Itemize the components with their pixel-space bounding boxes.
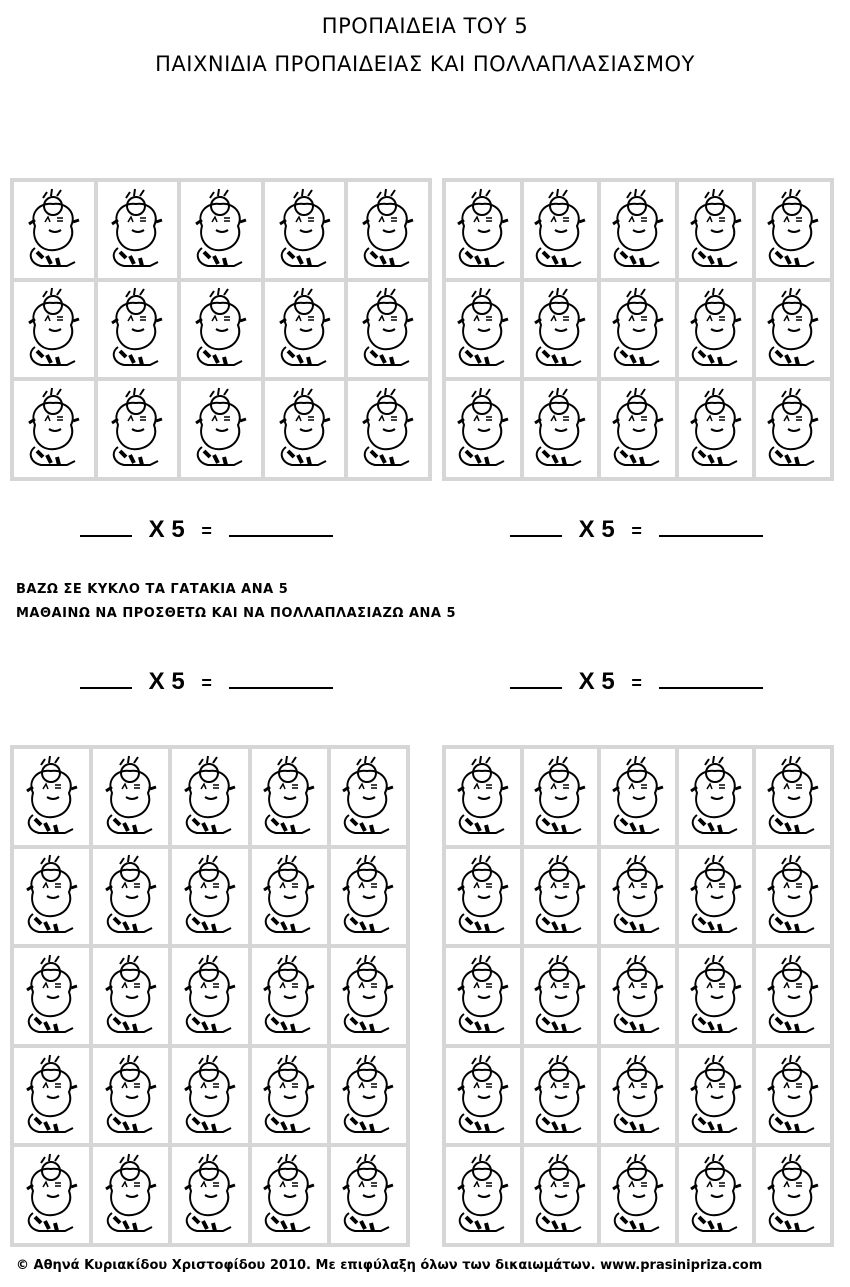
- cat-icon: [104, 186, 170, 274]
- cat-icon: [527, 1151, 593, 1239]
- cat-icon: [335, 753, 401, 841]
- cat-icon: [683, 186, 749, 274]
- cat-icon: [19, 1052, 85, 1140]
- cat-icon: [256, 952, 322, 1040]
- cat-icon: [760, 186, 826, 274]
- cat-icon: [450, 186, 516, 274]
- grid-cell[interactable]: [93, 1147, 168, 1243]
- instruction-line-1: ΒΑΖΩ ΣΕ ΚΥΚΛΟ ΤΑ ΓΑΤΑΚΙΑ ΑΝΑ 5: [16, 582, 289, 597]
- grid-cell[interactable]: [348, 282, 428, 378]
- cat-icon: [683, 1052, 749, 1140]
- equation-1: [80, 516, 333, 544]
- cat-icon: [760, 1052, 826, 1140]
- times-five: X 5: [148, 516, 185, 543]
- cat-icon: [256, 1052, 322, 1140]
- cat-icon: [760, 285, 826, 373]
- cat-icon: [683, 1151, 749, 1239]
- cat-icon: [98, 1052, 164, 1140]
- cat-icon: [21, 186, 87, 274]
- cat-icon: [177, 1052, 243, 1140]
- cat-icon: [19, 852, 85, 940]
- result-blank[interactable]: [229, 686, 333, 689]
- equation-3: [80, 668, 333, 696]
- cat-grid-3: [10, 745, 410, 1247]
- cat-icon: [335, 952, 401, 1040]
- grid-cell[interactable]: [524, 749, 598, 845]
- equation-4: [510, 668, 763, 696]
- title-line-1: ΠΡΟΠΑΙΔΕΙΑ ΤΟΥ 5: [321, 14, 529, 38]
- grid-cell[interactable]: [756, 749, 830, 845]
- grid-cell[interactable]: [331, 749, 406, 845]
- cat-icon: [527, 952, 593, 1040]
- grid-cell[interactable]: [331, 1048, 406, 1144]
- cat-icon: [760, 385, 826, 473]
- cat-icon: [605, 285, 671, 373]
- cat-icon: [605, 852, 671, 940]
- grid-cell[interactable]: [679, 282, 753, 378]
- cat-icon: [98, 952, 164, 1040]
- grid-cell[interactable]: [14, 1048, 89, 1144]
- grid-cell[interactable]: [446, 749, 520, 845]
- cat-icon: [19, 753, 85, 841]
- grid-cell[interactable]: [98, 282, 178, 378]
- grid-cell[interactable]: [265, 282, 345, 378]
- grid-cell[interactable]: [98, 381, 178, 477]
- grid-cell[interactable]: [679, 749, 753, 845]
- equation-2: [510, 516, 763, 544]
- grid-cell[interactable]: [446, 849, 520, 945]
- cat-icon: [527, 852, 593, 940]
- cat-icon: [19, 952, 85, 1040]
- cat-icon: [335, 1052, 401, 1140]
- cat-icon: [450, 753, 516, 841]
- cat-icon: [605, 186, 671, 274]
- grid-cell[interactable]: [14, 1147, 89, 1243]
- cat-icon: [98, 1151, 164, 1239]
- cat-grid-2: [442, 178, 834, 481]
- grid-cell[interactable]: [14, 282, 94, 378]
- cat-icon: [450, 952, 516, 1040]
- cat-icon: [450, 385, 516, 473]
- cat-icon: [21, 285, 87, 373]
- grid-cell[interactable]: [446, 948, 520, 1044]
- equals-sign: =: [631, 521, 642, 541]
- grid-cell[interactable]: [14, 182, 94, 278]
- times-five: X 5: [578, 516, 615, 543]
- grid-cell[interactable]: [756, 282, 830, 378]
- grid-cell[interactable]: [756, 948, 830, 1044]
- cat-icon: [355, 385, 421, 473]
- grid-cell[interactable]: [601, 381, 675, 477]
- cat-icon: [760, 1151, 826, 1239]
- cat-grid-1: [10, 178, 432, 481]
- cat-icon: [21, 385, 87, 473]
- cat-icon: [683, 952, 749, 1040]
- cat-icon: [177, 753, 243, 841]
- cat-icon: [527, 1052, 593, 1140]
- cat-icon: [188, 385, 254, 473]
- result-blank[interactable]: [229, 534, 333, 537]
- grid-cell[interactable]: [14, 948, 89, 1044]
- cat-icon: [256, 852, 322, 940]
- equals-sign: =: [201, 521, 212, 541]
- answer-blank[interactable]: [510, 534, 562, 537]
- cat-icon: [177, 952, 243, 1040]
- grid-cell[interactable]: [524, 1147, 598, 1243]
- result-blank[interactable]: [659, 534, 763, 537]
- grid-cell[interactable]: [252, 749, 327, 845]
- cat-icon: [683, 285, 749, 373]
- cat-icon: [177, 852, 243, 940]
- cat-icon: [527, 186, 593, 274]
- grid-cell[interactable]: [679, 381, 753, 477]
- cat-icon: [527, 285, 593, 373]
- grid-cell[interactable]: [756, 182, 830, 278]
- grid-cell[interactable]: [524, 381, 598, 477]
- cat-icon: [335, 852, 401, 940]
- cat-icon: [760, 753, 826, 841]
- cat-icon: [760, 952, 826, 1040]
- grid-cell[interactable]: [601, 182, 675, 278]
- cat-icon: [450, 1052, 516, 1140]
- cat-icon: [188, 186, 254, 274]
- instruction-line-2: ΜΑΘΑΙΝΩ ΝΑ ΠΡΟΣΘΕΤΩ ΚΑΙ ΝΑ ΠΟΛΛΑΠΛΑΣΙΑΖΩ ΑΝΑ 5: [16, 606, 457, 621]
- equals-sign: =: [201, 673, 212, 693]
- grid-cell[interactable]: [679, 182, 753, 278]
- cat-icon: [335, 1151, 401, 1239]
- grid-cell[interactable]: [756, 1147, 830, 1243]
- grid-cell[interactable]: [265, 182, 345, 278]
- cat-icon: [188, 285, 254, 373]
- grid-cell[interactable]: [679, 849, 753, 945]
- grid-cell[interactable]: [252, 1048, 327, 1144]
- cat-icon: [450, 285, 516, 373]
- grid-cell[interactable]: [756, 849, 830, 945]
- grid-cell[interactable]: [756, 381, 830, 477]
- grid-cell[interactable]: [181, 381, 261, 477]
- grid-cell[interactable]: [679, 1147, 753, 1243]
- grid-cell[interactable]: [14, 849, 89, 945]
- grid-cell[interactable]: [172, 1147, 247, 1243]
- cat-icon: [355, 186, 421, 274]
- grid-cell[interactable]: [446, 1147, 520, 1243]
- cat-icon: [527, 385, 593, 473]
- grid-cell[interactable]: [14, 749, 89, 845]
- grid-cell[interactable]: [172, 948, 247, 1044]
- cat-icon: [527, 753, 593, 841]
- cat-icon: [605, 952, 671, 1040]
- grid-cell[interactable]: [172, 849, 247, 945]
- grid-cell[interactable]: [446, 282, 520, 378]
- cat-icon: [605, 1151, 671, 1239]
- grid-cell[interactable]: [172, 1048, 247, 1144]
- cat-icon: [683, 753, 749, 841]
- title-line-2: ΠΑΙΧΝΙΔΙΑ ΠΡΟΠΑΙΔΕΙΑΣ ΚΑΙ ΠΟΛΛΑΠΛΑΣΙΑΣΜΟΥ: [155, 52, 695, 76]
- grid-cell[interactable]: [446, 1048, 520, 1144]
- cat-icon: [104, 385, 170, 473]
- cat-icon: [256, 753, 322, 841]
- answer-blank[interactable]: [80, 686, 132, 689]
- grid-cell[interactable]: [601, 1048, 675, 1144]
- grid-cell[interactable]: [93, 849, 168, 945]
- cat-icon: [177, 1151, 243, 1239]
- answer-blank[interactable]: [510, 686, 562, 689]
- cat-icon: [256, 1151, 322, 1239]
- cat-icon: [355, 285, 421, 373]
- answer-blank[interactable]: [80, 534, 132, 537]
- grid-cell[interactable]: [331, 948, 406, 1044]
- cat-icon: [272, 285, 338, 373]
- grid-cell[interactable]: [172, 749, 247, 845]
- cat-icon: [605, 385, 671, 473]
- grid-cell[interactable]: [93, 749, 168, 845]
- cat-icon: [19, 1151, 85, 1239]
- cat-icon: [605, 1052, 671, 1140]
- grid-cell[interactable]: [93, 948, 168, 1044]
- grid-cell[interactable]: [181, 182, 261, 278]
- times-five: X 5: [148, 668, 185, 695]
- grid-cell[interactable]: [331, 1147, 406, 1243]
- cat-icon: [272, 385, 338, 473]
- grid-cell[interactable]: [252, 948, 327, 1044]
- cat-icon: [760, 852, 826, 940]
- grid-cell[interactable]: [524, 849, 598, 945]
- times-five: X 5: [578, 668, 615, 695]
- grid-cell[interactable]: [348, 182, 428, 278]
- grid-cell[interactable]: [98, 182, 178, 278]
- grid-cell[interactable]: [601, 749, 675, 845]
- result-blank[interactable]: [659, 686, 763, 689]
- grid-cell[interactable]: [679, 1048, 753, 1144]
- grid-cell[interactable]: [601, 282, 675, 378]
- copyright-footer: © Αθηνά Κυριακίδου Χριστοφίδου 2010. Με επιφύλαξη όλων των δικαιωμάτων. www.prasinipriza.com: [16, 1258, 763, 1273]
- grid-cell[interactable]: [348, 381, 428, 477]
- grid-cell[interactable]: [524, 1048, 598, 1144]
- cat-icon: [605, 753, 671, 841]
- cat-icon: [98, 852, 164, 940]
- grid-cell[interactable]: [181, 282, 261, 378]
- grid-cell[interactable]: [252, 849, 327, 945]
- grid-cell[interactable]: [446, 182, 520, 278]
- grid-cell[interactable]: [601, 849, 675, 945]
- grid-cell[interactable]: [601, 1147, 675, 1243]
- cat-icon: [98, 753, 164, 841]
- grid-cell[interactable]: [756, 1048, 830, 1144]
- grid-cell[interactable]: [331, 849, 406, 945]
- cat-icon: [104, 285, 170, 373]
- equals-sign: =: [631, 673, 642, 693]
- grid-cell[interactable]: [14, 381, 94, 477]
- cat-icon: [683, 385, 749, 473]
- grid-cell[interactable]: [524, 182, 598, 278]
- cat-icon: [450, 852, 516, 940]
- grid-cell[interactable]: [252, 1147, 327, 1243]
- grid-cell[interactable]: [265, 381, 345, 477]
- grid-cell[interactable]: [601, 948, 675, 1044]
- cat-icon: [272, 186, 338, 274]
- grid-cell[interactable]: [679, 948, 753, 1044]
- grid-cell[interactable]: [524, 282, 598, 378]
- grid-cell[interactable]: [93, 1048, 168, 1144]
- cat-grid-4: [442, 745, 834, 1247]
- grid-cell[interactable]: [524, 948, 598, 1044]
- cat-icon: [450, 1151, 516, 1239]
- cat-icon: [683, 852, 749, 940]
- grid-cell[interactable]: [446, 381, 520, 477]
